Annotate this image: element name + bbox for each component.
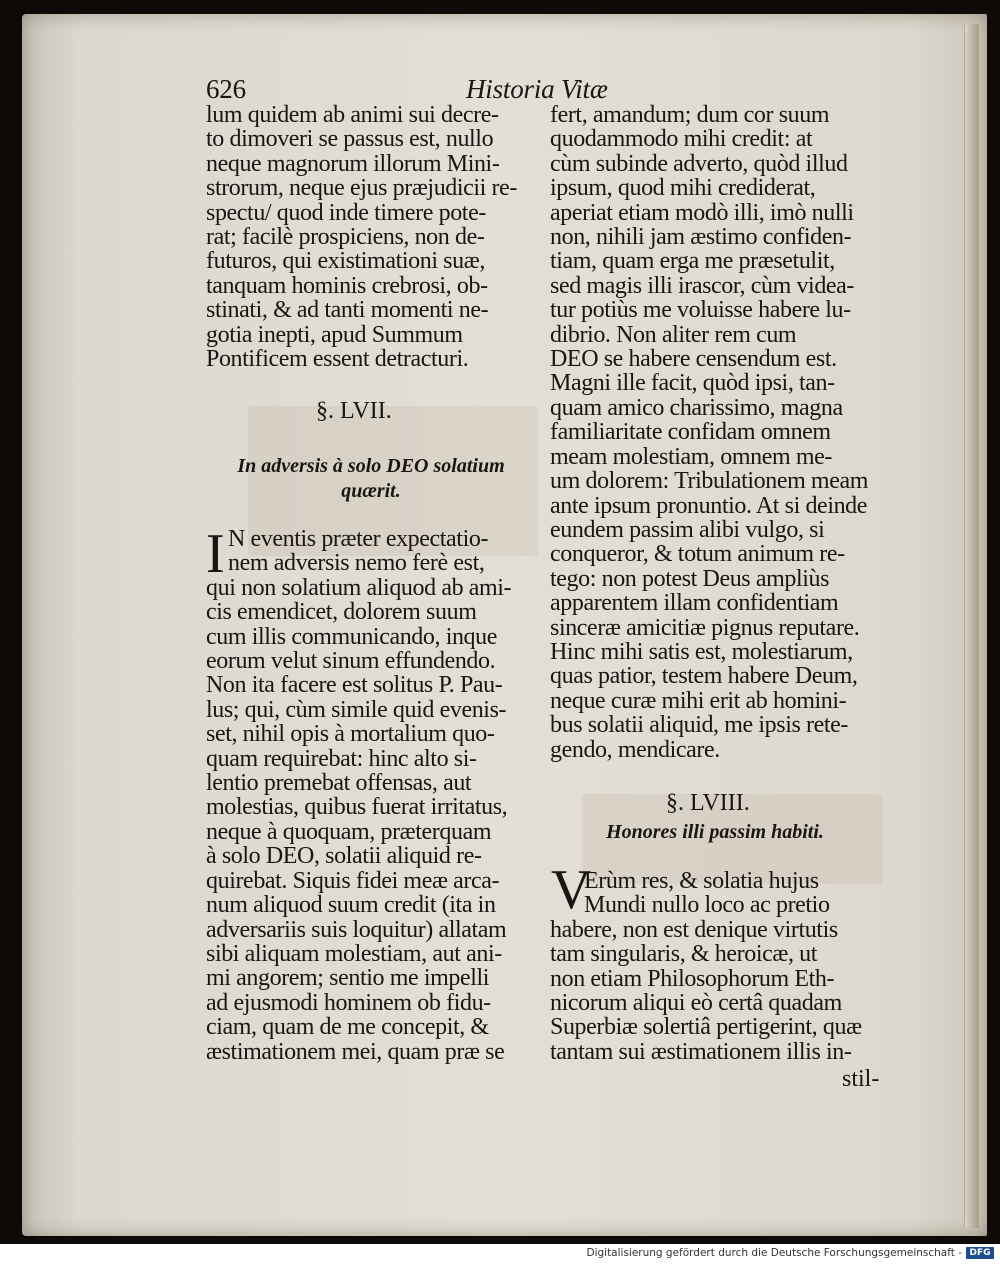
text-line: aperiat etiam modò illi, imò nulli (550, 199, 854, 226)
text-line: cum illis communicando, inque (206, 623, 498, 650)
text-line: cis emendicet, dolorem suum (206, 599, 477, 626)
text-line: futuros, qui existimationi suæ, (206, 248, 485, 275)
text-line: stinati, & ad tanti momenti ne- (206, 297, 489, 324)
section-subtitle-lvii (210, 454, 532, 504)
text-line: cùm subinde adverto, quòd illud (550, 150, 848, 177)
text-line: nem adversis nemo ferè est, (228, 550, 485, 577)
page-edge (964, 24, 979, 1228)
digitization-credit: Digitalisierung gefördert durch die Deutsche Forschungsgemeinschaft - (586, 1247, 962, 1259)
text-line: neque à quoquam, præterquam (206, 818, 492, 845)
section-subtitle-lviii: Honores illi passim habiti. (606, 821, 824, 843)
text-line: spectu/ quod inde timere pote- (206, 199, 486, 226)
running-head: Historia Vitæ (466, 74, 608, 104)
text-line: Hinc mihi satis est, molestiarum, (550, 638, 853, 665)
text-line: quodammodo mihi credit: at (550, 126, 813, 153)
text-line: à solo DEO, solatii aliquid re- (206, 843, 482, 870)
subtitle-line: In adversis à solo DEO solatium (237, 455, 505, 477)
text-line: non, nihili jam æstimo confiden- (550, 224, 852, 251)
text-line: strorum, neque ejus præjudicii re- (206, 175, 517, 202)
text-line: nicorum aliqui eò certâ quadam (550, 990, 842, 1017)
text-line: tanquam hominis crebrosi, ob- (206, 272, 488, 299)
section-heading-lvii: §. LVII. (316, 398, 392, 424)
text-line: quam amico charissimo, magna (550, 394, 843, 421)
text-line: gendo, mendicare. (550, 736, 720, 763)
text-line: familiaritate confidam omnem (550, 419, 831, 446)
text-line: conqueror, & totum animum re- (550, 541, 845, 568)
section-heading-lviii: §. LVIII. (666, 790, 750, 816)
text-line: quam requirebat: hinc alto si- (206, 745, 477, 772)
text-line: neque magnorum illorum Mini- (206, 150, 500, 177)
text-line: eundem passim alibi vulgo, si (550, 516, 825, 543)
text-line: tantam sui æstimationem illis in- (550, 1038, 852, 1065)
text-line: meam molestiam, omnem me- (550, 443, 832, 470)
text-line: adversariis suis loquitur) allatam (206, 916, 507, 943)
text-line: tam singularis, & heroicæ, ut (550, 941, 818, 968)
text-line: neque curæ mihi erit ab homini- (550, 687, 847, 714)
text-line: DEO se habere censendum est. (550, 346, 837, 373)
text-line: ante ipsum pronuntio. At si deinde (550, 492, 868, 519)
drop-cap: I (206, 523, 225, 585)
text-line: Magni ille facit, quòd ipsi, tan- (550, 370, 835, 397)
subtitle-line: quærit. (341, 480, 401, 502)
text-line: rat; facilè prospiciens, non de- (206, 224, 485, 251)
text-line: N eventis præter expectatio- (228, 526, 489, 552)
text-line: quirebat. Siquis fidei meæ arca- (206, 867, 500, 894)
text-line: quas patior, testem habere Deum, (550, 663, 858, 690)
text-line: lentio premebat offensas, aut (206, 770, 472, 797)
text-line: tego: non potest Deus ampliùs (550, 565, 830, 592)
text-line: tiam, quam erga me præsetulit, (550, 248, 835, 275)
left-column-main-text (206, 523, 512, 1065)
text-line: tur potiùs me voluisse habere lu- (550, 297, 851, 324)
text-line: æstimationem mei, quam præ se (206, 1038, 505, 1065)
text-line: Non ita facere est solitus P. Pau- (206, 672, 503, 699)
text-line: ciam, quam de me concepit, & (206, 1014, 489, 1041)
text-line: qui non solatium aliquod ab ami- (206, 574, 512, 601)
text-line: to dimoveri se passus est, nullo (206, 126, 494, 153)
text-line: Erùm res, & solatia hujus (584, 868, 819, 894)
text-line: sinceræ amicitiæ pignus reputare. (550, 614, 860, 641)
text-line: molestias, quibus fuerat irritatus, (206, 794, 508, 821)
text-line: bus solatii aliquid, me ipsis rete- (550, 712, 848, 739)
text-line: dibrio. Non aliter rem cum (550, 321, 797, 348)
text-line: lus; qui, cùm simile quid evenis- (206, 696, 507, 723)
text-line: non etiam Philosophorum Eth- (550, 965, 835, 992)
text-line: Pontificem essent detracturi. (206, 346, 469, 373)
text-line: num aliquod suum credit (ita in (206, 892, 496, 919)
text-line: sibi aliquam molestiam, aut ani- (206, 940, 502, 967)
left-column-top-text (206, 103, 517, 371)
dfg-logo: DFG (966, 1247, 994, 1259)
text-line: eorum velut sinum effundendo. (206, 648, 496, 675)
text-line: ad ejusmodi hominem ob fidu- (206, 989, 491, 1016)
text-line: gotia inepti, apud Summum (206, 321, 463, 348)
text-line: lum quidem ab animi sui decre- (206, 102, 499, 128)
text-line: Mundi nullo loco ac pretio (584, 892, 830, 919)
text-line: um dolorem: Tribulationem meam (550, 468, 868, 495)
text-line: Superbiæ solertiâ pertigerint, quæ (550, 1014, 862, 1041)
drop-cap: V (551, 859, 592, 921)
page-number: 626 (206, 74, 246, 104)
text-line: ipsum, quod mihi crediderat, (550, 175, 816, 202)
text-line: set, nihil opis à mortalium quo- (206, 721, 495, 748)
right-column-top-text (550, 103, 868, 762)
text-line: apparentem illam confidentiam (550, 590, 839, 617)
text-line: sed magis illi irascor, cùm videa- (550, 272, 855, 299)
text-line: fert, amandum; dum cor suum (550, 102, 830, 128)
right-column-main-text (550, 869, 862, 1064)
text-line: mi angorem; sentio me impelli (206, 965, 490, 992)
catchword: stil- (842, 1066, 880, 1092)
text-line: habere, non est denique virtutis (550, 916, 838, 943)
